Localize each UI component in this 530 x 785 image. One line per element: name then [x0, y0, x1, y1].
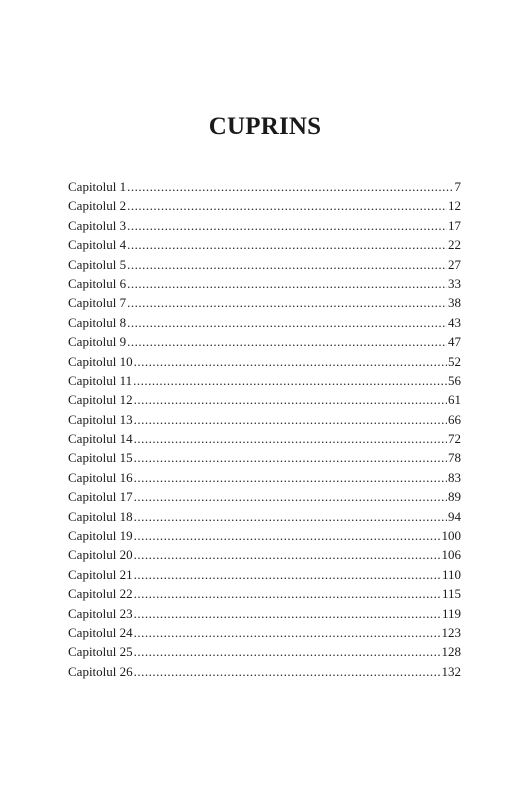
toc-entry[interactable] [68, 390, 461, 409]
dot-leader [127, 216, 447, 235]
dot-leader [134, 584, 441, 603]
toc-entry-label: Capitolul 18 [68, 508, 133, 524]
toc-entry[interactable] [68, 623, 461, 642]
toc-entry-label: Capitolul 16 [68, 469, 133, 485]
toc-entry-label: Capitolul 17 [68, 489, 133, 505]
toc-entry[interactable] [68, 216, 461, 235]
dot-leader [127, 255, 447, 274]
toc-entry-label: Capitolul 14 [68, 431, 133, 447]
toc-entry-page-number: 83 [448, 469, 461, 485]
toc-entry-page-number: 38 [448, 295, 461, 311]
toc-entry[interactable] [68, 313, 461, 332]
toc-entry-label: Capitolul 9 [68, 334, 127, 350]
toc-entry-label: Capitolul 5 [68, 256, 127, 272]
dot-leader [134, 565, 441, 584]
dot-leader [134, 623, 441, 642]
toc-entry-page-number: 115 [441, 586, 461, 602]
toc-entry-page-number: 106 [441, 547, 461, 563]
toc-entry-label: Capitolul 15 [68, 450, 133, 466]
toc-entry-label: Capitolul 19 [68, 528, 133, 544]
dot-leader [134, 468, 447, 487]
toc-entry-page-number: 119 [441, 605, 461, 621]
dot-leader [134, 487, 447, 506]
toc-entry-page-number: 128 [441, 644, 461, 660]
toc-entry-label: Capitolul 11 [68, 372, 133, 388]
toc-entry-label: Capitolul 7 [68, 295, 127, 311]
dot-leader [127, 332, 447, 351]
toc-entry[interactable] [68, 468, 461, 487]
toc-entry-page-number: 47 [448, 334, 461, 350]
page-title: CUPRINS [208, 113, 322, 140]
toc-entry[interactable] [68, 293, 461, 312]
dot-leader [134, 526, 441, 545]
toc-entry[interactable] [68, 255, 461, 274]
toc-entry[interactable] [68, 662, 461, 681]
toc-entry[interactable] [68, 371, 461, 390]
toc-entry-label: Capitolul 22 [68, 586, 133, 602]
dot-leader [127, 177, 453, 196]
toc-entry-page-number: 72 [448, 431, 461, 447]
toc-entry-label: Capitolul 3 [68, 217, 127, 233]
dot-leader [127, 293, 447, 312]
toc-entry[interactable] [68, 177, 461, 196]
toc-entry-page-number: 89 [448, 489, 461, 505]
dot-leader [134, 507, 447, 526]
dot-leader [134, 429, 447, 448]
toc-entry[interactable] [68, 584, 461, 603]
toc-entry-page-number: 123 [441, 624, 461, 640]
toc-entry-page-number: 52 [448, 353, 461, 369]
dot-leader [127, 235, 447, 254]
toc-entry[interactable] [68, 235, 461, 254]
toc-entry-page-number: 7 [454, 179, 461, 194]
dot-leader [134, 642, 441, 661]
dot-leader [127, 313, 447, 332]
toc-entry-page-number: 56 [448, 372, 461, 388]
dot-leader [134, 448, 447, 467]
toc-entry[interactable] [68, 448, 461, 467]
dot-leader [127, 274, 447, 293]
toc-entry-label: Capitolul 8 [68, 314, 127, 330]
dot-leader [134, 604, 441, 623]
toc-entry-label: Capitolul 20 [68, 547, 133, 563]
toc-entry-page-number: 27 [448, 256, 461, 272]
toc-entry-page-number: 78 [448, 450, 461, 466]
toc-entry-label: Capitolul 25 [68, 644, 133, 660]
toc-entry[interactable] [68, 352, 461, 371]
toc-entry-page-number: 110 [441, 566, 461, 582]
toc-entry-label: Capitolul 6 [68, 275, 127, 291]
toc-entry-label: Capitolul 12 [68, 392, 133, 408]
dot-leader [134, 662, 441, 681]
toc-entry-label: Capitolul 23 [68, 605, 133, 621]
toc-entry-page-number: 94 [448, 508, 461, 524]
toc-entry[interactable] [68, 196, 461, 215]
dot-leader [134, 390, 447, 409]
toc-entry-page-number: 22 [448, 237, 461, 253]
toc-entry[interactable] [68, 274, 461, 293]
toc-entry[interactable] [68, 507, 461, 526]
table-of-contents [68, 177, 461, 681]
toc-entry-page-number: 33 [448, 275, 461, 291]
toc-entry-page-number: 66 [448, 411, 461, 427]
toc-entry[interactable] [68, 526, 461, 545]
toc-entry-label: Capitolul 21 [68, 566, 133, 582]
toc-entry[interactable] [68, 604, 461, 623]
dot-leader [134, 410, 447, 429]
toc-entry-label: Capitolul 26 [68, 663, 133, 679]
toc-entry[interactable] [68, 545, 461, 564]
toc-entry-page-number: 43 [448, 314, 461, 330]
toc-entry[interactable] [68, 565, 461, 584]
dot-leader [134, 352, 447, 371]
toc-entry[interactable] [68, 410, 461, 429]
toc-entry-label: Capitolul 13 [68, 411, 133, 427]
toc-entry-page-number: 100 [441, 528, 461, 544]
toc-entry-label: Capitolul 10 [68, 353, 133, 369]
toc-entry[interactable] [68, 429, 461, 448]
toc-entry-label: Capitolul 2 [68, 198, 127, 214]
toc-entry-label: Capitolul 24 [68, 624, 133, 640]
toc-entry[interactable] [68, 487, 461, 506]
toc-entry-label: Capitolul 4 [68, 237, 127, 253]
toc-entry-page-number: 17 [448, 217, 461, 233]
toc-entry-label: Capitolul 1 [68, 179, 127, 194]
toc-entry[interactable] [68, 642, 461, 661]
toc-entry-page-number: 61 [448, 392, 461, 408]
toc-entry-page-number: 132 [441, 663, 461, 679]
dot-leader [134, 545, 441, 564]
toc-entry[interactable] [68, 332, 461, 351]
toc-entry-page-number: 12 [448, 198, 461, 214]
dot-leader [133, 371, 447, 390]
dot-leader [127, 196, 447, 215]
